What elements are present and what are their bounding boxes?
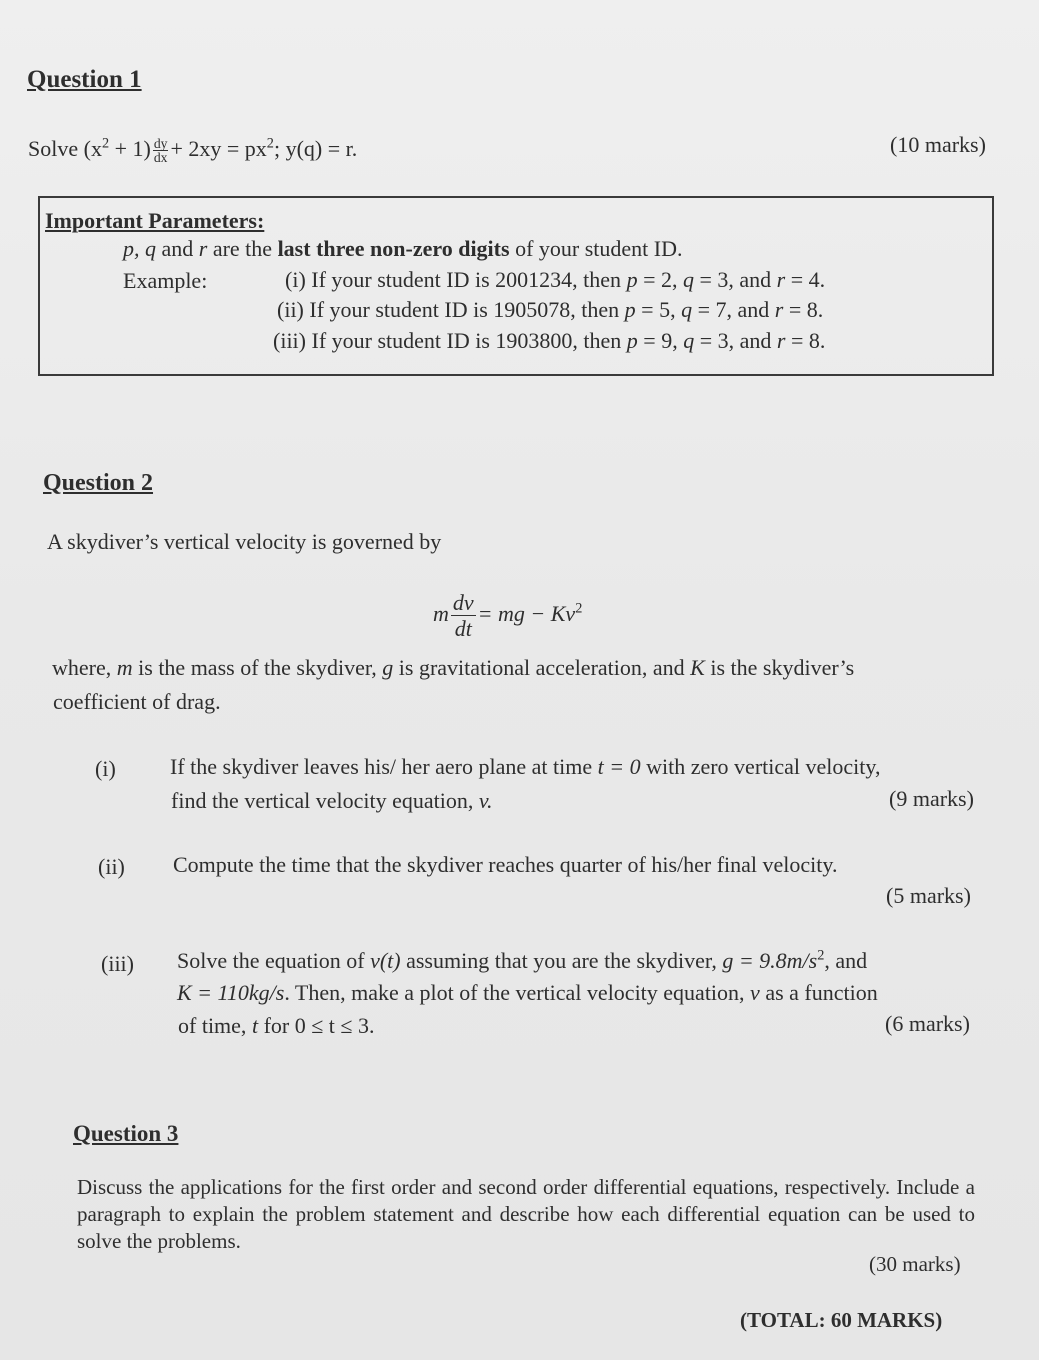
eq-m: m	[433, 600, 449, 626]
exponent: 2	[817, 947, 825, 964]
example-p: 2	[660, 267, 672, 292]
drag-value: K = 110kg/s	[177, 980, 285, 1005]
total-marks: (TOTAL: 60 MARKS)	[740, 1308, 943, 1332]
example-r: 4	[808, 267, 820, 292]
example-label: Example:	[123, 268, 208, 293]
var-v: v	[750, 980, 760, 1005]
text: as a function	[759, 980, 878, 1005]
part-ii-number: (ii)	[98, 854, 125, 879]
question-1-heading: Question 1	[27, 66, 142, 93]
text: is the skydiver’s	[704, 655, 855, 680]
var-v: v.	[478, 788, 493, 813]
exponent: 2	[575, 600, 583, 617]
text: , and	[824, 948, 868, 973]
text: is gravitational acceleration, and	[393, 655, 691, 680]
example-r: 8	[808, 328, 820, 353]
text: of time,	[178, 1013, 252, 1038]
example-q: 3	[717, 267, 729, 292]
part-ii-line-1: Compute the time that the skydiver reaches quarter of his/her final velocity.	[173, 852, 838, 877]
text: of your student ID.	[509, 236, 683, 261]
eq-part: + 2xy = px	[170, 136, 267, 161]
question-1-marks: (10 marks)	[890, 132, 986, 157]
example-text: (i) If your student ID is 2001234, then	[285, 267, 627, 292]
text: If the skydiver leaves his/ her aero plane at time	[170, 754, 598, 779]
example-p: 5	[659, 297, 671, 322]
part-iii-number: (iii)	[101, 951, 134, 976]
fraction-denominator: dx	[153, 150, 168, 166]
exponent: 2	[266, 135, 274, 152]
dy-dx-fraction	[153, 137, 169, 165]
eq-part: (x	[83, 136, 102, 161]
example-r: 8	[806, 297, 818, 322]
gravity-value: g = 9.8m/s	[722, 948, 818, 973]
question-3-marks: (30 marks)	[869, 1252, 961, 1276]
example-line: (i) If your student ID is 2001234, then p = 2, q = 3, and r = 4.	[285, 267, 826, 292]
example-text: (iii) If your student ID is 1903800, then	[273, 328, 627, 353]
text: for 0 ≤ t ≤ 3.	[258, 1013, 375, 1038]
text: is the mass of the skydiver,	[132, 655, 383, 680]
var-g: g	[382, 655, 394, 680]
parameters-title: Important Parameters:	[45, 208, 265, 233]
part-i-line-1	[170, 754, 880, 780]
var-K: K	[690, 655, 705, 680]
eq-rhs: = mg − Kv	[477, 600, 576, 626]
part-iii-marks: (6 marks)	[885, 1011, 970, 1036]
text: assuming that you are the skydiver,	[400, 948, 723, 973]
var-m: m	[116, 655, 133, 680]
fraction-numerator: dy	[153, 135, 168, 151]
question-1-equation	[28, 136, 357, 165]
exponent: 2	[101, 135, 110, 152]
example-q: 3	[717, 328, 729, 353]
where-line-2: coefficient of drag.	[53, 689, 221, 714]
example-line: (ii) If your student ID is 1905078, then p = 5, q = 7, and r = 8.	[277, 297, 824, 322]
part-i-number: (i)	[95, 756, 116, 781]
part-iii-line-3	[178, 1013, 374, 1039]
solve-word: Solve	[28, 136, 79, 161]
part-iii-line-2	[177, 980, 878, 1006]
question-2-intro: A skydiver’s vertical velocity is governed by	[47, 529, 442, 554]
text: with zero vertical velocity,	[640, 754, 881, 779]
bold-phrase: last three non-zero digits	[277, 236, 510, 261]
part-i-marks: (9 marks)	[889, 786, 974, 811]
var-t: t	[251, 1013, 259, 1038]
fraction-numerator: dv	[452, 590, 474, 615]
fraction-denominator: dt	[454, 616, 472, 642]
eq-part: + 1)	[109, 136, 151, 161]
dv-dt-fraction	[451, 590, 476, 642]
var-vt: v(t)	[370, 948, 401, 973]
text: . Then, make a plot of the vertical velocity equation,	[284, 980, 751, 1005]
var-t: t = 0	[597, 754, 641, 779]
text: find the vertical velocity equation,	[171, 788, 479, 813]
part-iii-line-1	[177, 948, 867, 974]
question-3-heading: Question 3	[73, 1121, 179, 1146]
example-text: (ii) If your student ID is 1905078, then	[277, 297, 625, 322]
question-3-body: Discuss the applications for the first order and second order differential equations, respectively. Include a paragraph to explain the problem statement and describe how each differential equation can be used to solve the problems.	[77, 1175, 975, 1253]
question-2-heading: Question 2	[43, 470, 154, 496]
eq-part: ; y(q) = r.	[273, 136, 358, 161]
example-line: (iii) If your student ID is 1903800, then p = 9, q = 3, and r = 8.	[273, 328, 826, 353]
text: are the	[207, 236, 278, 261]
text: and	[156, 236, 199, 261]
example-p: 9	[661, 328, 673, 353]
var-r: r	[198, 236, 208, 261]
var-pq: p, q	[123, 236, 156, 261]
part-i-line-2	[171, 788, 493, 814]
example-q: 7	[715, 297, 727, 322]
text: where,	[52, 655, 117, 680]
drag-equation	[433, 590, 582, 642]
where-line-1	[52, 655, 854, 681]
parameters-description	[123, 236, 682, 262]
text: Solve the equation of	[177, 948, 371, 973]
part-ii-marks: (5 marks)	[886, 883, 971, 908]
